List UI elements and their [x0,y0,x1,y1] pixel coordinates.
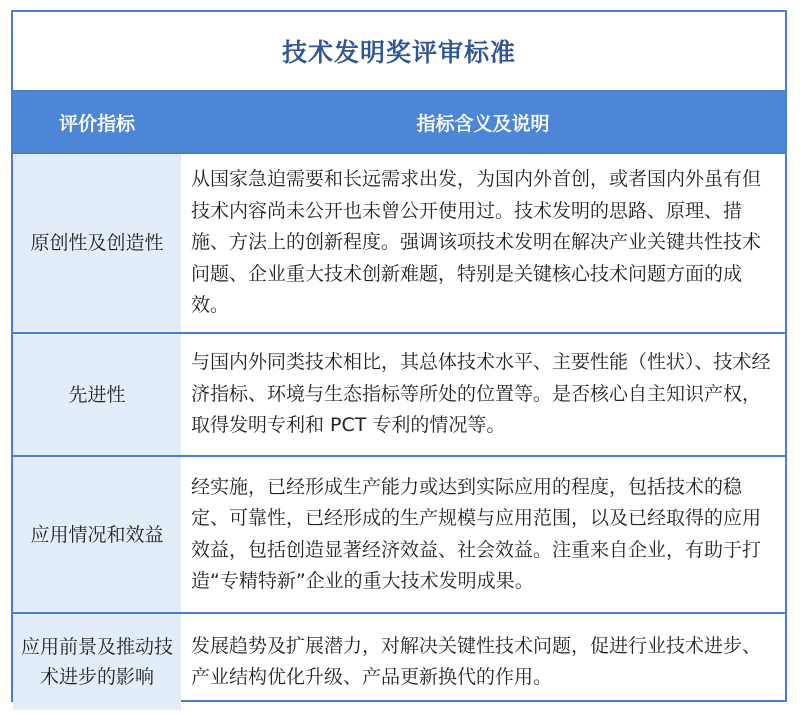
table-row [13,455,785,612]
criteria-table [11,10,787,702]
indicator-cell: 应用情况和效益 [13,457,181,612]
description-cell: 与国内外同类技术相比，其总体技术水平、主要性能（性状）、技术经济指标、环境与生态指标等所处的位置等。是否核心自主知识产权，取得发明专利和 PCT 专利的情况等。 [191,351,771,437]
table-header-row [13,92,785,152]
table-row [13,152,785,332]
indicator-cell: 原创性及创造性 [13,154,181,332]
indicator-cell: 应用前景及推动技术进步的影响 [13,614,181,710]
table-row [13,612,785,710]
title-bar [13,12,785,92]
description-cell: 发展趋势及扩展潜力，对解决关键性技术问题，促进行业技术进步、产业结构优化升级、产品更新换代的作用。 [191,634,762,688]
header-indicator: 评价指标 [58,112,135,135]
description-cell: 从国家急迫需要和长远需求出发，为国内外首创，或者国内外虽有但技术内容尚未公开也未曾公开使用过。技术发明的思路、原理、措施、方法上的创新程度。强调该项技术发明在解决产业关键共性技术问题、企业重大技术创新难题，特别是关键核心技术问题方面的成效。 [191,168,762,317]
indicator-cell: 先进性 [13,334,181,455]
description-cell: 经实施，已经形成生产能力或达到实际应用的程度，包括技术的稳定、可靠性，已经形成的生产规模与应用范围，以及已经取得的应用效益，包括创造显著经济效益、社会效益。注重来自企业，有助于打造“专精特新”企业的重大技术发明成果。 [191,475,762,592]
table-title: 技术发明奖评审标准 [281,38,516,67]
header-description: 指标含义及说明 [416,112,550,135]
table-row [13,332,785,455]
